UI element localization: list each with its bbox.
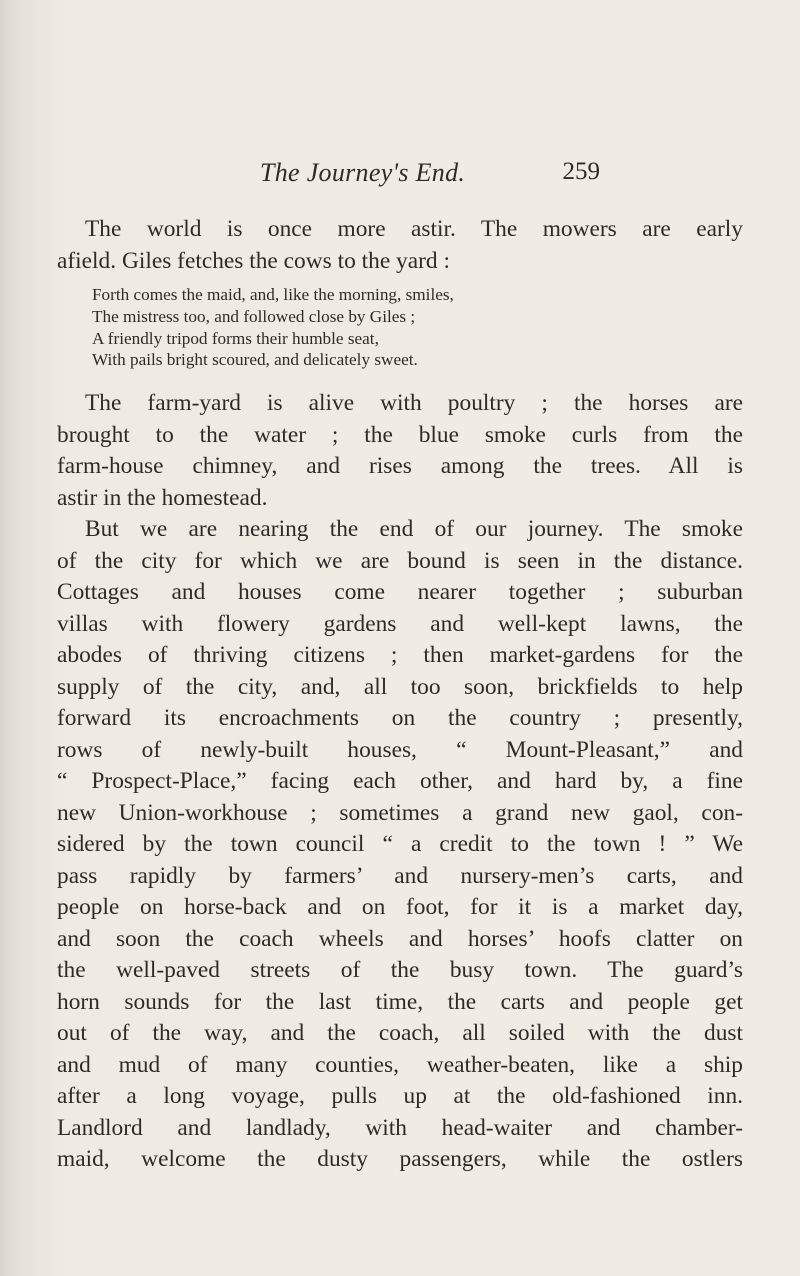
text-line: afield. Giles fetches the cows to the yard :	[57, 247, 450, 274]
text-line: But we are nearing the end of our journey. The smoke	[85, 516, 743, 542]
text-line: The world is once more astir. The mowers are early	[85, 216, 743, 242]
text-line: the well-paved streets of the busy town. The guard’s	[57, 957, 743, 983]
text-line: supply of the city, and, all too soon, brickfields to help	[57, 673, 743, 700]
text-line: The farm-yard is alive with poultry ; the horses are	[85, 390, 743, 416]
verse-line: A friendly tripod forms their humble seat,	[92, 328, 379, 348]
text-line: forward its encroachments on the country ; presently,	[57, 705, 743, 731]
text-line: and mud of many counties, weather-beaten, like a ship	[57, 1051, 743, 1078]
verse-quotation	[92, 284, 652, 371]
text-line: pass rapidly by farmers’ and nursery-men’s carts, and	[57, 862, 743, 889]
text-line: abodes of thriving citizens ; then market-gardens for the	[57, 642, 743, 668]
text-line: after a long voyage, pulls up at the old-fashioned inn.	[57, 1083, 743, 1109]
text-line: new Union-workhouse ; sometimes a grand new gaol, con-	[57, 799, 743, 826]
verse-line: With pails bright scoured, and delicately sweet.	[92, 350, 418, 370]
text-line: Cottages and houses come nearer together ; suburban	[57, 579, 743, 605]
running-title: The Journey's End.	[260, 158, 466, 187]
text-line: and soon the coach wheels and horses’ hoofs clatter on	[57, 925, 743, 952]
text-line: Landlord and landlady, with head-waiter and chamber-	[57, 1114, 743, 1141]
text-line: out of the way, and the coach, all soiled with the dust	[57, 1020, 743, 1046]
text-line: astir in the homestead.	[57, 484, 268, 511]
verse-line: Forth comes the maid, and, like the morning, smiles,	[92, 285, 454, 304]
text-line: horn sounds for the last time, the carts and people get	[57, 988, 743, 1015]
text-line: villas with flowery gardens and well-kept lawns, the	[57, 610, 743, 637]
text-line: people on horse-back and on foot, for it is a market day,	[57, 894, 743, 920]
paragraph-1	[57, 214, 743, 277]
page-number: 259	[562, 158, 600, 185]
text-line: sidered by the town council “ a credit to the town ! ” We	[57, 831, 743, 857]
text-line: of the city for which we are bound is seen in the distance.	[57, 547, 743, 574]
text-line: farm-house chimney, and rises among the trees. All is	[57, 453, 743, 479]
page-header	[260, 158, 600, 194]
text-line: brought to the water ; the blue smoke curls from the	[57, 421, 743, 448]
verse-line: The mistress too, and followed close by Giles ;	[92, 306, 416, 326]
text-line: maid, welcome the dusty passengers, while the ostlers	[57, 1146, 743, 1172]
text-line: “ Prospect-Place,” facing each other, and hard by, a fine	[57, 768, 743, 794]
paragraph-2	[57, 388, 743, 514]
text-line: rows of newly-built houses, “ Mount-Pleasant,” and	[57, 736, 743, 763]
paragraph-3	[57, 514, 743, 1176]
